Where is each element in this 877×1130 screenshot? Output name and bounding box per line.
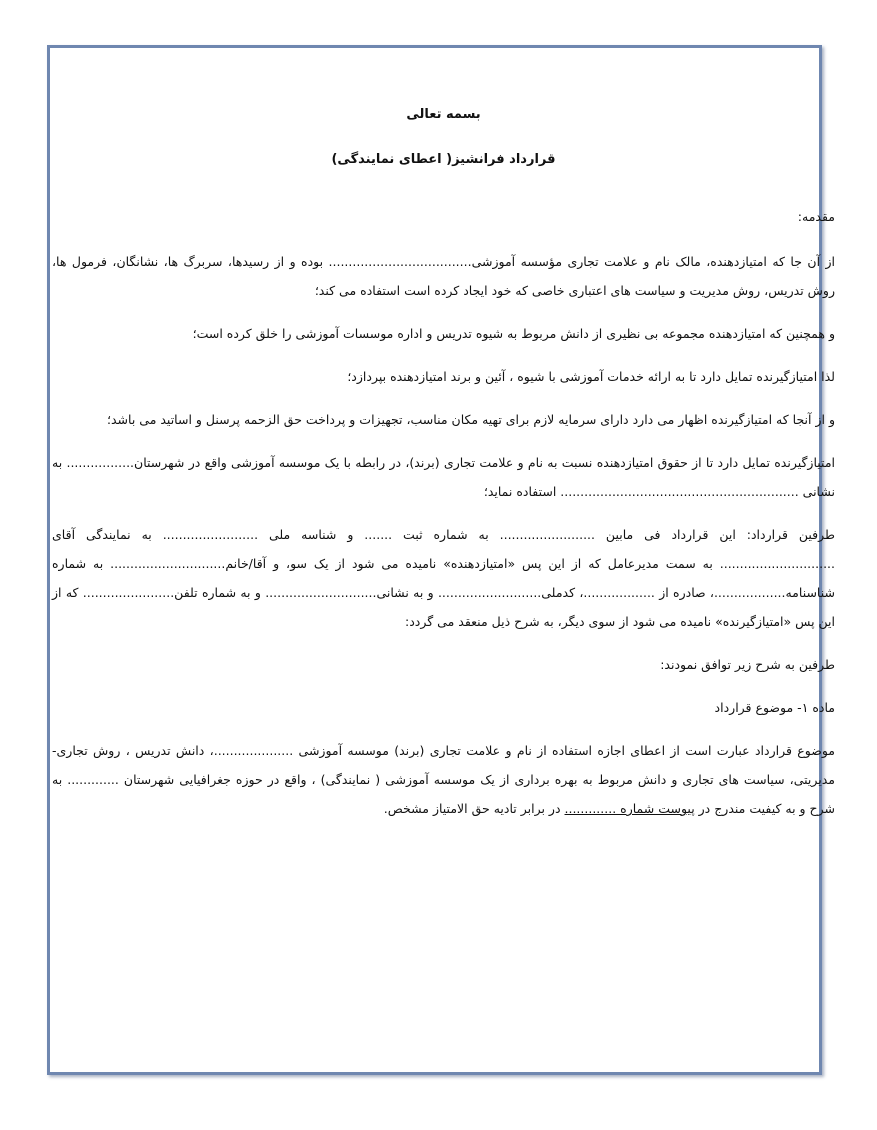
paragraph-parties: طرفین قرارداد: این قرارداد فی مابین ........................ به شماره ثبت ....... و شناسه ملی ........................ به نمایندگی آقای ............................. به سمت مدیرعامل که از این پس «امتیازدهنده» نامیده می شود از یک سو، و آقا/خانم............................. به شماره شناسنامه..................، صادره از ..................، کدملی.......................... و به نشانی............................ و به شماره تلفن....................... که از این پس «امتیازگیرنده» نامیده می شود از سوی دیگر، به شرح ذیل منعقد می گردد:	[52, 527, 835, 629]
header-title: بسمه تعالی	[406, 107, 481, 122]
paragraph-usage: امتیازگیرنده تمایل دارد تا از حقوق امتیازدهنده نسبت به نام و علامت تجاری (برند)، در رابطه با یک موسسه آموزشی واقع در شهرستان................. به نشانی ............................................................ استفاده نماید؛	[52, 455, 835, 499]
paragraph-capital: و از آنجا که امتیازگیرنده اظهار می دارد دارای سرمایه لازم برای تهیه مکان مناسب، تجهیزات و پرداخت حق الزحمه پرسنل و اساتید می باشد؛	[107, 412, 835, 427]
article-1-body	[52, 736, 835, 823]
contract-title: قرارداد فرانشیز( اعطای نمایندگی)	[331, 152, 556, 167]
article-1-text-after: در برابر تادیه حق الامتیاز مشخص.	[383, 801, 565, 816]
paragraph-knowledge: و همچنین که امتیازدهنده مجموعه بی نظیری از دانش مربوط به شیوه تدریس و اداره موسسات آموزشی را خلق کرده است؛	[192, 326, 835, 341]
document-body	[52, 100, 835, 837]
paragraph-agreement: طرفین به شرح زیر توافق نمودند:	[660, 657, 835, 672]
intro-label: مقدمه:	[797, 209, 835, 224]
annex-reference: پیوست شماره .............	[564, 801, 695, 816]
paragraph-desire: لذا امتیازگیرنده تمایل دارد تا به ارائه خدمات آموزشی با شیوه ، آئین و برند امتیازدهنده بپردازد؛	[347, 369, 835, 384]
paragraph-ownership: از آن جا که امتیازدهنده، مالک نام و علامت تجاری مؤسسه آموزشی.................................... بوده و از رسیدها، سربرگ ها، نشانگان، فرمول ها، روش تدریس، روش مدیریت و سیاست های اعتباری خاصی که خود ایجاد کرده است استفاده می کند؛	[52, 254, 835, 298]
article-1-heading: ماده ۱- موضوع قرارداد	[714, 700, 835, 715]
article-1-text-before: موضوع قرارداد عبارت است از اعطای اجازه استفاده از نام و علامت تجاری (برند) موسسه آموزشی ....................، دانش تدریس ، روش تجاری-مدیریتی، سیاست های تجاری و دانش مربوط به بهره برداری از یک موسسه آموزشی ( نمایندگی) ، واقع در حوزه جغرافیایی شهرستان ............. به شرح و به کیفیت مندرج در	[52, 743, 835, 816]
